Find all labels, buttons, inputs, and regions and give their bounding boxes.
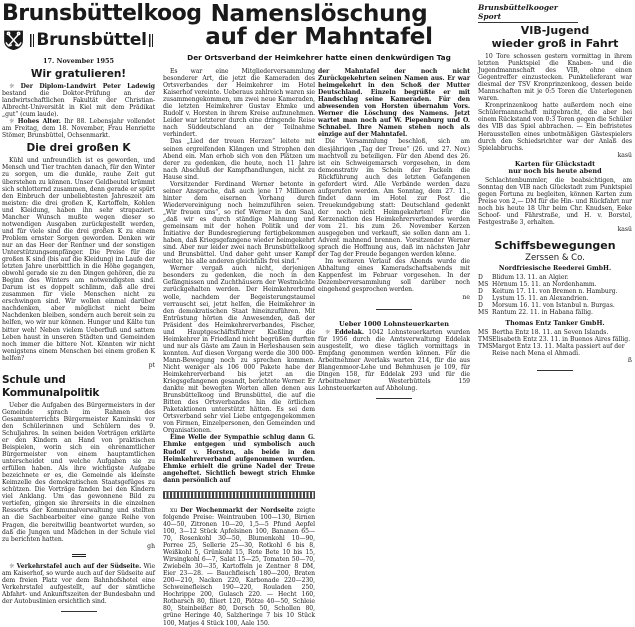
column-main-article-right	[318, 68, 470, 405]
wochenmarkt-prefix: xu	[170, 506, 178, 514]
separator	[376, 398, 412, 399]
signature-kasue: kasü	[617, 151, 632, 159]
headline-karten-line2: nur noch bis heute abend	[508, 167, 602, 176]
wochenmarkt-lead: Der Wochenmarkt der Nordseite	[180, 506, 294, 514]
masthead-title-brunsbuettel: Brunsbüttel	[36, 30, 147, 50]
main-article-header	[160, 0, 478, 62]
headline-karten-glueckstadt	[478, 161, 632, 176]
ship-entry	[478, 288, 632, 295]
separator	[376, 309, 412, 310]
masthead-ornament	[149, 34, 153, 47]
signature-pt: pt	[148, 361, 155, 369]
article-lohnsteuerkarten: ☼ Eddelak. 1042 Lohnsteuerkarten wurden für 1956 durch die Amtsverwaltung Eddelak ausgestellt, wo diese täglich vormittags in Empfang genommen werden können. Für die Arbeitnehmer Averlaks warten 214, für die aus Blangenmoor-Lehe und Behmhusen je 109, für Dingen 158, für Eddelak 293 und für die Arbeitnehmer Westerbüttels 159 Lohnsteuerkarten auf Abholung.	[318, 328, 470, 392]
headline-schule: Schule und Kommunalpolitik	[2, 373, 100, 399]
article-hohes-alter-lead: Hohes Alter.	[17, 118, 61, 126]
signature-kasue: kasü	[617, 225, 632, 233]
article-doktor: ☼ Der Diplom-Landwirt Peter Ladewig bestand die Doktor-Prüfung an der landwirtschaftlichen Fakultät der Christian-Albrecht-Universität in Kiel mit dem Prädikat „gut“ (cum laude).	[2, 83, 155, 119]
ship-text: Blidum 13. 11. an Algier.	[492, 273, 569, 281]
headline-drei-k: Die drei großen K	[26, 142, 131, 155]
ship-entry	[478, 329, 632, 336]
ship-type: MS	[478, 281, 489, 289]
lohnsteuer-text: 1042 Lohnsteuerkarten wurden für 1956 durch die Amtsverwaltung Eddelak ausgestellt, wo diese täglich vormittags in Empfang genommen werden können. Für die Arbeitnehmer Averlaks warten 214, für die aus Blangenmoor-Lehe und Behmhusen je 109, für Dingen 158, für Eddelak 293 und für die Arbeitnehmer Westerbüttels 159 Lohnsteuerkarten auf Abholung.	[318, 328, 470, 392]
ship-entry	[478, 302, 632, 309]
ship-list-zerssen	[478, 274, 632, 317]
article-drei-k-body: Kühl und unfreundlich ist es geworden, und Mensch und Tier trachten danach, für den Winter zu sorgen, um die dunkle, rauhe Zeit gut überstehen zu können. Unser Geldbeutel krümmt sich schlotternd zusammen, denn gerade er spürt den Einbruch der unbeliebtesten Jahreszeit am meisten: die drei großen K, Kartoffeln, Kohlen und Kleidung, haben ihn sehr strapaziert. Mancher Wunsch mußte wegen dieser so notwendigen Ausgaben zurückgestellt werden, und für viele sind die drei großen K zu einem Problem ernster Sorgen geworden. Denken wir nur an das Heer der Rentner und der sonstigen Unterstützungsempfänger. Die Preise für die großen K sind (bis auf die Kleidung) im Laufe der letzten Jahre unerbittlich in die Höhe gegangen, obwohl gerade sie zu den Dingen gehören, die zu Beginn des Winters am notwendigsten sind. Darum ist es doppelt schlimm, daß alle drei zusammen für viele Menschen nicht zu erschwingen sind. Wir wollen einmal darüber nachdenken, aber möglichst nicht beim Nachdenken bleiben, sondern auch bereit sein zu helfen, wo wir nur können. Hunger und Kälte tun bitter weh! Neben vielem Ueberfluß und sattem Leben haust in unseren Städten und Gemeinden noch immer die bittere Not. Könnten wir nicht wenigstens einem Menschen bei einem großen K helfen?	[2, 157, 155, 362]
headline-karten-line1: Karten für Glückstadt	[514, 159, 596, 168]
article-verkehrstafel-text: Wie am Kaiserhof, so wurde auch auf der Südseite auf dem freien Platz vor dem Bahnhofshotel eine Verkehrstafel aufgestellt, auf der sämtliche Abfahrt- und Ankunftszeiten der Bundesbahn und der Autobuslinien ersichtlich sind.	[2, 562, 155, 605]
ship-entry	[478, 343, 632, 357]
headline-lohnsteuerkarten: Ueber 1000 Lohnsteuerkarten	[339, 319, 449, 328]
ship-type: MS	[478, 309, 489, 317]
article-doktor-text: bestand die Doktor-Prüfung an der landwirtschaftlichen Fakultät der Christian-Albrecht-Universität in Kiel mit dem Prädikat „gut“ (cum laude).	[2, 90, 155, 119]
company-zerssen: Zerssen & Co.	[525, 252, 585, 263]
article-hohes-alter-text: Ihr 88. Lebensjahr vollendet am Freitag, dem 18. November, Frau Henriette Stömer, Brunsbüttel, Ochsenmarkt.	[2, 118, 155, 140]
ship-list-entz	[478, 329, 632, 357]
main-headline-line1: Namenslöschung	[210, 1, 428, 27]
main-headline-line2: auf der Mahntafel	[205, 24, 433, 50]
main-article-p2: Das „Lied der treuen Herzen“ leitete mit seinen ergreifenden Klängen und Strophen den Abend ein. Man erhob sich von den Plätzen um derer zu gedenken, die heute, noch 11 Jahre nach Abschluß der Kampfhandlungen, nicht zu Hause sind.	[163, 138, 315, 181]
main-article-p6: Die Versammlung beschloß, sich am diesjährigen „Tag der Treue“ (26. und 27. Nov.) machtvoll zu beteiligen. Für den Abend des 26. ist ein Schweigemarsch vorgesehen, in dem demonstrativ im Schein der Fackeln die Rückführung auch des letzten Gefangenen gefordert wird. Alle Verbände werden dazu aufgerufen werden. Am Sonntag, dem 27. 11., findet dann im Hotel zur Post die Treuekundgebung statt: Deutschland gedenkt der noch nicht Heimgekehrten! Für die Kerzenaktion des Heimkehrerverbandes werden vom 21. bis zum 26. November Kerzen ausgegeben und verkauft, sie sollen dann am 1. Advent mahnend brennen. Vorsitzender Werner sprach die Hoffnung aus, daß im nächsten Jahr der Tag der Freude begangen werden könne.	[318, 138, 470, 259]
ship-type: TMS	[478, 335, 493, 343]
lohnsteuer-lead: Eddelak.	[334, 328, 364, 336]
issue-date: 17. November 1955	[42, 57, 115, 65]
company-entz-tanker: Thomas Entz Tanker GmbH.	[505, 319, 605, 327]
ship-entry	[478, 309, 632, 316]
article-doktor-lead: Der Diplom-Landwirt Peter Ladewig	[20, 83, 155, 90]
article-verkehrstafel: ☼ Verkehrstafel auch auf der Südseite. Wie am Kaiserhof, so wurde auch auf der Südseite auf dem freien Platz vor dem Bahnhofshotel eine Verkehrstafel aufgestellt, auf der sämtliche Abfahrt- und Ankunftszeiten der Bundesbahn und der Autobuslinien ersichtlich sind.	[2, 562, 155, 605]
article-hohes-alter: ☼ Hohes Alter. Ihr 88. Lebensjahr vollendet am Freitag, dem 18. November, Frau Henriette Stömer, Brunsbüttel, Ochsenmarkt.	[2, 118, 155, 140]
section-header-sport: Brunsbüttelkooger Sport	[478, 3, 578, 23]
ship-text: Hörnum 15. 11. an Nordenhamm.	[492, 281, 597, 289]
signature-ne: ne	[462, 293, 470, 301]
ship-text: Elisabeth Entz 23. 11. in Buenos Aires fällig.	[492, 335, 631, 343]
headline-vib	[478, 25, 632, 50]
ship-text: Lystum 15. 11. an Alexandrien.	[492, 295, 589, 303]
headline-gratulieren: Wir gratulieren!	[30, 68, 127, 80]
ship-text: Rantum 22. 11. in Habana fällig.	[492, 309, 593, 317]
separator	[72, 554, 86, 557]
masthead-title-brunsbuettelkoog: Brunsbüttelkoog	[2, 1, 202, 26]
separator	[61, 611, 97, 612]
ship-type: TMS	[478, 342, 493, 350]
article-karten: Schlachtenbummler, die beabsichtigen, am Sonntag den VIB nach Glückstadt zum Punktspiel gegen Fortuna zu begleiten, können Karten zum Preise von 2,— DM für die Hin- und Rückfahrt nur noch bis heute 18 Uhr beim Chr. Knudsen, Eeke Schoof- und Fährstraße, und H. v. Borstel, Festgestraße 3, erhalten.	[478, 176, 632, 226]
anchor-shield-icon	[2, 25, 25, 55]
main-article-bold-cont: der Mahntafel der noch nicht Zurückgekehrten seinen Namen aus. Er war heimgekehrt in den Schoß der Mutter Deutschland. Einzeln begrüßte er mit Handschlag seine Kameraden. Für den abwesenden von Horsten übernahm Vors. Werner die Löschung des Namens. Jetzt wartet man noch auf W. Piepenburg und O. Schnabel. Ihre Namen stehen noch als einzige auf der Mahntafel.	[318, 68, 470, 139]
article-vib-p1: 10 Tore schossen gestern vormittag in ihrem letzten Punktspiel die Knaben- und die Jugendmannschaft des VIB, ohne einen Gegentreffer einzustecken. Punktelieferant war diesmal der TSV Kronprinzenkoog, dessen beide Mannschaften mit je 0:5 Toren die Unterlegenen waren.	[478, 53, 632, 103]
headline-vib-line2: wieder groß in Fahrt	[491, 36, 619, 50]
signature-gh: gh	[147, 542, 155, 550]
separator	[537, 370, 573, 371]
ship-entry	[478, 274, 632, 281]
ship-entry	[478, 281, 632, 288]
article-schule-body: Ueber die Aufgaben des Bürgermeisters in der Gemeinde sprach im Rahmen des Gesamtunterrichts Bürgermeister Kaminski vor den Schülerinnen und Schülern des 9. Schuljahres. In seinen beiden Vorträgen erklärte er den Kindern an Hand von praktischen Beispielen, worin sich ein ehrenamtlicher Bürgermeister von einem hauptamtlichen unterscheidet und welche Aufgaben sie zu erfüllen haben. Als ihre wichtigste Aufgabe bezeichnete er es, die Gemeinde als kleinste Keimzelle des demokratischen Staatsgefüges zu schützen. Die Vorträge fanden bei den Kindern viel Anklang. Um das gewonnene Bild zu vertiefen, gingen sie ihrerseits in die einzelnen Ressorts der Kommunalverwaltung und stellten an die Sachbearbeiter eine ganze Reihe von Fragen, die bereitwillig beantwortet wurden, so daß die Jungen und Mädchen in der Schule viel zu berichten hatten.	[2, 401, 155, 543]
ship-type: D	[478, 288, 483, 296]
article-verkehrstafel-lead: Verkehrstafel auch auf der Südseite.	[16, 562, 142, 570]
wavy-separator	[163, 491, 315, 499]
wochenmarkt-text: zeigte folgende Preise: Weintrauben 100—130, Birnen 40—50, Zitronen 10—20, 1,5—5 Pfund Aepfel 100, 3—12 Stück Apfelsinen 100, Bananen 65—70, Rosenkohl 30—50, Blumenkohl 10—90, Porree 25, Sellerie 25—30, Rotkohl 6 bis 8, Weißkohl 5, Grünkohl 15, Rote Bete 10 bis 15, Wirsingkohl 6—7, Salat 15—25, Tomaten 50—70, Zwiebeln 30—35, Kartoffeln je Zentner 8 DM, Eier 23—28. — Bauchfleisch 180—200, Braten 200—210, Nacken 220, Karbonade 220—230, Schweinefleisch 190—220, Rouladen 250, Hochrippe 200, Gulasch 220. — Hecht 160, Rotbarsch 80, filiert 120, Plötze 40—50, Schleie 80, Steinbeißer 80, Dorsch 50, Schollen 80, grüne Heringe 40, Salzheringe 7 bis 10 Stück 100, Matjes 4 Stück 100, Aale 150.	[163, 506, 316, 627]
ship-type: MS	[478, 328, 489, 336]
ship-type: D	[478, 302, 483, 310]
ship-entry	[478, 295, 632, 302]
article-wochenmarkt	[163, 507, 315, 627]
main-article-p4: Werner vergaß auch nicht, derjenigen besonders zu gedenken, die noch in den Gefängnissen und Zuchthäusern der Westmächte zurückgehalten werden. Der Heimkehrerbund wolle, nachdem der Begeisterungstaumel verrauscht sei, jetzt helfen, die Heimkehrer in den demokratischen Staat hineinzuführen. Mit Entrüstung hörten die Anwesenden, daß der Präsident des Heimkehrerverbandes, Fischer, und Hauptgeschäftsführer Kießling die Heimkehrer in Friedland nicht begrüßen durften und nur als Gäste am Zaun in Herleshausen sein konnten. Auf diesen Vorgang werde die 300 000-Mann-Bewegung noch zu sprechen kommen. Nicht weniger als 106 000 Pakete habe der Heimkehrerverband bis jetzt an die Kriegsgefangenen gesandt, berichtete Werner. Er dankte mit bewegten Worten allen denen aus Brunsbüttelkoog und Brunsbüttel, die auf die Bitten des Ortsverbandes hin die örtlichen Paketaktionen unterstützt hätten. Es sei dem Ortsverband sehr viel Liebe entgegengekommen von Firmen, Einzelpersonen, den Gemeinden und Organisationen.	[163, 265, 315, 435]
main-article-p7: Im weiteren Verlauf des Abends wurde die Abhaltung eines Kameradschaftsabends mit Kappenfest im Februar vorgesehen. In der Dezemberversammlung soll darüber noch eingehend gesprochen werden.	[318, 258, 470, 294]
headline-schiffsbewegungen: Schiffsbewegungen	[494, 238, 616, 252]
main-subheadline: Der Ortsverband der Heimkehrer hatte einen denkwürdigen Tag	[187, 53, 451, 62]
ship-text: Bertha Entz 18. 11. an Seven Islands.	[492, 328, 609, 336]
signature-ss: ß	[627, 356, 632, 364]
ship-text: Margot Entz 13. 11. Malta passiert auf der Reise nach Mena el Ahmadi.	[492, 342, 625, 357]
ship-text: Morsum 16. 11. von Istanbul n. Burgas.	[492, 302, 615, 310]
column-sport	[478, 0, 632, 377]
main-article-bold-p5: Eine Welle der Sympathie schlug dann G. Ehmke entgegen und symbolisch auch Rudolf v. Horsten, als beide in den Heimkehrerverband aufgenommen wurden. Ehmke erhielt die grüne Nadel der Treue angeheftet. Sichtlich bewegt strich Ehmke dann persönlich auf	[163, 434, 315, 484]
main-article-p1: Es war eine Mitgliederversammlung besonderer Art, die jetzt die Kameraden des Ortsverbandes der Heimkehrer im Hotel Kaiserhof vereinte. Ueberaus zahlreich waren sie zusammengekommen, um zwei neue Kameraden, die letzten Heimkehrer Gustav Ehmke und Rudolf v. Horsten in ihrem Kreise aufzunehmen. Leider war letzterer durch eine dringende Reise nach Süddeutschland an der Teilnahme verhindert.	[163, 68, 315, 139]
company-nordfriesische-reederei: Nordfriesische Reederei GmbH.	[498, 264, 612, 272]
ship-type: D	[478, 273, 483, 281]
main-article-p3: Vorsitzender Ferdinand Werner betonte in seiner Ansprache, daß auch jene 17 Millionen hinter dem eisernen Vorhang durch Wiedervereinigung noch heimzuführen seien. „Wir freuen uns“, so rief Werner in den Saal, „daß wir es durch ständige Mahnung und gemeinsam mit der hohen Politik und der Initiative der Bundesregierung fertigbekommen haben, daß Kriegsgefangene wieder heimgekehrt sind. Aber nur leider zwei nach Brunsbüttelkoog und Brunsbüttel. Und daher geht unser Kampf weiter, bis alle anderen gleichfalls frei sind.“	[163, 180, 315, 266]
masthead-ornament	[30, 34, 34, 47]
masthead	[2, 1, 202, 55]
article-vib-p2: Kronprinzenkoog hatte außerdem noch eine Schülermannschaft mitgebracht, die aber bei einem Rückstand von 0:3 Toren gegen die Schüler des VIB das Spiel abbrachen. — Ein befristetes Herausstellen eines unbotmäßigen Gästespielers durch den Schiedsrichter war der Anlaß des Spielabbruchs.	[478, 102, 632, 152]
ship-text: Keitum 17. 11. von Bremen n. Hamburg.	[492, 288, 618, 296]
ship-type: D	[478, 295, 483, 303]
headline-vib-line1: VIB-Jugend	[520, 24, 590, 37]
ship-entry	[478, 336, 632, 343]
column-main-article-left	[163, 68, 315, 627]
